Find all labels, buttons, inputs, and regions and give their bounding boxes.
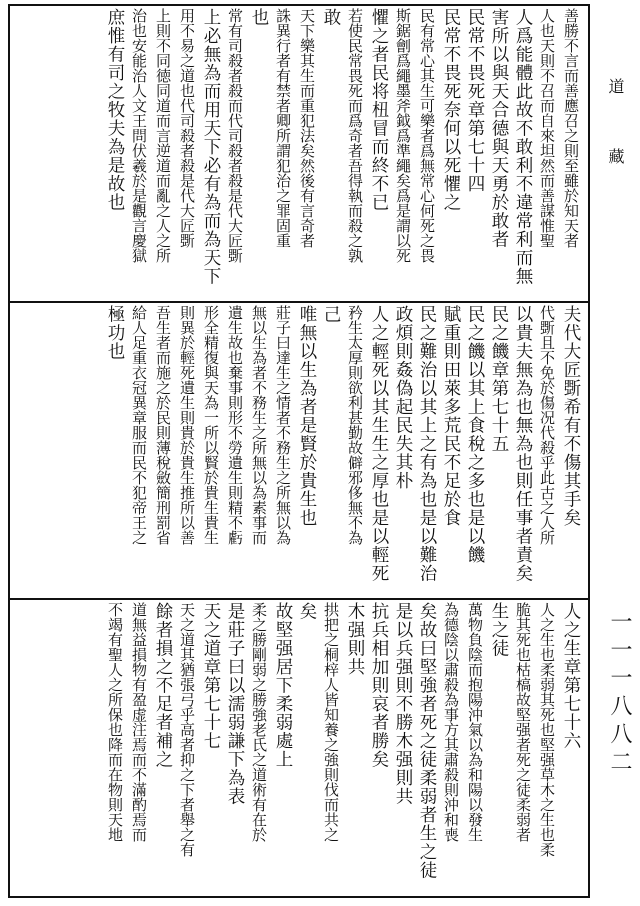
side-title-bottom: 藏: [606, 148, 625, 164]
text-column: 無以生為者不務生之所無以為素事而: [250, 305, 268, 545]
text-column: 脆其死也枯槁故堅强者死之徒柔弱者: [514, 602, 532, 842]
text-column: 矜生太厚則欲利甚勤故僻邪侈無不為: [346, 305, 364, 545]
side-title-top: 道: [606, 78, 625, 94]
text-column: 故堅强居下柔弱處上: [273, 602, 293, 769]
text-column: 矣: [297, 602, 317, 621]
text-column: 民有常心其生可樂者爲無常心何死之畏: [418, 8, 436, 263]
text-column: 以貴夫無為也無為也則任事者責矣: [513, 305, 533, 583]
text-column: 若使民常畏死而爲奇者吾得執而殺之孰: [346, 8, 364, 263]
text-column: 為德陰以肅殺為事方其肅殺則沖和喪: [442, 602, 460, 842]
text-column: 餘者損之不足者補之: [153, 602, 173, 769]
text-column: 莊子曰達生之情者不務生之所無以為: [274, 305, 292, 545]
text-column: 上則不同徳同道而言逆道而亂之人之所: [154, 8, 172, 263]
text-column: 用不易之道也代司殺者殺是代大匠斲: [178, 8, 196, 248]
section-divider-1: [8, 301, 590, 303]
text-column: 是莊子曰以濡弱謙下為表: [225, 602, 245, 806]
text-column: 不竭有聖人之所保也降而在物則天地: [106, 602, 124, 842]
section-divider-2: [8, 598, 590, 600]
text-column: 民常不畏死章第七十四: [465, 8, 485, 193]
text-column: 道無益損物有盈虚注焉而不滿酌焉而: [130, 602, 148, 842]
text-column: 常有司殺者殺而代司殺者殺是代大匠斲: [226, 8, 244, 263]
text-column: 柔之勝剛弱之勝強老氏之道術有在於: [250, 602, 268, 842]
text-column: 抗兵相加則哀者勝矣: [369, 602, 389, 769]
column-group: [104, 8, 582, 299]
text-column: 是以兵强則不勝木强則共: [393, 602, 413, 806]
text-column: 民之饑章第七十五: [489, 305, 509, 453]
text-column: 夫代大匠斲希有不傷其手矣: [561, 305, 581, 527]
page-number: 一一一八八二: [607, 610, 632, 778]
text-column: 民之饑以其上食稅之多也是以饑: [465, 305, 485, 564]
text-column: 誅異行者有禁者卿所謂犯治之罪固重: [274, 8, 292, 248]
text-column: 生之徒: [489, 602, 509, 658]
text-column: 人之輕死以其生生之厚也是以輕死: [369, 305, 389, 583]
text-column: 人之生章第七十六: [561, 602, 581, 750]
text-column: 民之難治以其上之有為也是以難治: [417, 305, 437, 583]
text-column: 政煩則姦偽起民失其朴: [393, 305, 413, 490]
text-column: 敢: [321, 8, 341, 27]
text-column: 民常不畏死奈何以死懼之: [441, 8, 461, 212]
text-column: 則異於輕死遺生則貴於貴生推所以善: [178, 305, 196, 545]
text-column: 唯無以生為者是賢於貴生也: [297, 305, 317, 527]
text-column: 也: [249, 8, 269, 27]
text-column: 代斲且不免於傷况代殺乎此古之人所: [538, 305, 556, 545]
text-column: 善勝不言而善應召之則至雖於知天者: [562, 8, 580, 248]
text-column: 吾生者而施之於民則薄稅斂簡刑罰省: [154, 305, 172, 545]
text-column: 人爲能體此故不敢利不違常利而無: [513, 8, 533, 286]
text-column: 木强則共: [345, 602, 365, 676]
text-column: 斯鋸劊爲繩墨斧鉞爲準繩矣爲是謂以死: [394, 8, 412, 263]
text-column: 天下樂其生而重犯法矣然後有言奇者: [298, 8, 316, 248]
text-column: 上必無為而用天下必有為而為天下: [201, 8, 221, 286]
text-column: 矣故曰堅強者死之徒柔弱者生之徒: [417, 602, 437, 880]
text-column: 治也安能治人文王問伏羲於是觀言慶獄: [130, 8, 148, 263]
text-column: 拱把之桐梓人皆知養之強則伐而共之: [322, 602, 340, 842]
text-column: 天之道其猶張弓乎高者抑之下者舉之有: [178, 602, 196, 857]
text-column: 庶惟有司之牧夫為是故也: [105, 8, 125, 212]
text-panel-upper: [10, 8, 588, 299]
text-panel-lower: [10, 602, 588, 894]
column-group: [104, 305, 582, 596]
text-column: 給人足重衣冠異章服而民不犯帝王之: [130, 305, 148, 545]
column-group: [104, 602, 582, 894]
text-column: 天之道章第七十七: [201, 602, 221, 750]
text-column: 萬物負陰而抱陽沖氣以為和陽以發生: [466, 602, 484, 842]
text-panel-middle: [10, 305, 588, 596]
text-column: 人也天則不召而自來坦然而善謀惟聖: [538, 8, 556, 248]
text-column: 害所以與天合德與天勇於敢者: [489, 8, 509, 249]
text-column: 極功也: [105, 305, 125, 361]
text-column: 懼之者民将杻冒而終不已: [369, 8, 389, 212]
text-column: 己: [321, 305, 341, 324]
text-column: 人之生也柔弱其死也堅强草木之生也柔: [538, 602, 556, 857]
text-column: 賦重則田萊多荒民不足於食: [441, 305, 461, 527]
text-column: 遺生故也棄事則形不勞遺生則精不虧: [226, 305, 244, 545]
text-column: 形全精復與天為一所以賢於貴生貴生: [202, 305, 220, 545]
